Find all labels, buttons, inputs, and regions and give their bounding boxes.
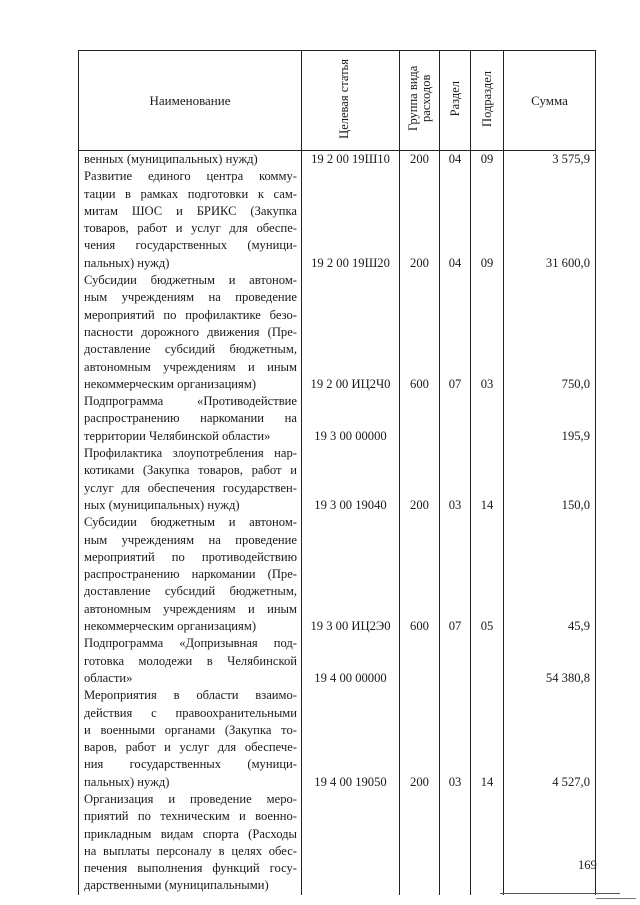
row-name-line: прикладным видам спорта (Расходы (84, 826, 297, 841)
row-name-line: мероприятий по профилактике безо- (84, 307, 297, 322)
row-target: 19 2 00 19Ш10 (302, 151, 400, 169)
row-subsection: 14 (471, 445, 504, 514)
row-subsection: 03 (471, 272, 504, 393)
row-name (79, 791, 302, 895)
row-name-line: доставление субсидий бюджетным, (84, 342, 297, 357)
row-name-line: области» (84, 670, 133, 685)
row-sum: 31 600,0 (504, 168, 596, 272)
row-name-line: товаров, работ и услуг для обеспе- (84, 221, 297, 236)
row-name-line: тации в рамках подготовки к сам- (84, 186, 297, 201)
row-section: 03 (440, 445, 471, 514)
header-expense-group (400, 51, 440, 151)
row-subsection: 09 (471, 168, 504, 272)
row-name-line: ния государственных (муници- (84, 757, 297, 772)
row-name-line: котиками (Закупка товаров, работ и (84, 463, 297, 478)
row-name-line: доставление субсидий бюджетным, (84, 584, 297, 599)
row-section: 04 (440, 168, 471, 272)
row-subsection: 09 (471, 151, 504, 169)
row-expense-group: 600 (400, 514, 440, 635)
row-sum: 750,0 (504, 272, 596, 393)
row-name (79, 393, 302, 445)
row-name (79, 635, 302, 687)
footer-rule-short (596, 898, 636, 899)
table-row (79, 635, 596, 687)
budget-table (78, 50, 596, 895)
row-name-line: автономным учреждениям и иным (84, 601, 297, 616)
row-sum: 150,0 (504, 445, 596, 514)
row-name-line: Организация и проведение меро- (84, 791, 297, 806)
row-sum: 3 575,9 (504, 151, 596, 169)
row-name-line: ных (муниципальных) нужд) (84, 497, 240, 512)
row-name (79, 151, 302, 169)
row-name-line: услуг для обеспечения государствен- (84, 480, 297, 495)
row-expense-group (400, 791, 440, 895)
row-name-line: ным учреждениям на проведение (84, 290, 297, 305)
row-section: 07 (440, 272, 471, 393)
row-name-line: распространению наркомании на (84, 411, 297, 426)
row-expense-group (400, 393, 440, 445)
row-section (440, 393, 471, 445)
row-subsection: 05 (471, 514, 504, 635)
row-name-line: Профилактика злоупотребления нар- (84, 446, 297, 461)
header-target-label: Целевая статья (336, 58, 351, 139)
row-subsection (471, 791, 504, 895)
row-subsection: 14 (471, 687, 504, 791)
header-section-label: Раздел (447, 80, 462, 117)
table-row (79, 791, 596, 895)
row-name-line: пасности дорожного движения (Пре- (84, 324, 297, 339)
row-sum: 54 380,8 (504, 635, 596, 687)
row-section: 07 (440, 514, 471, 635)
table-row (79, 393, 596, 445)
table-header-row (79, 51, 596, 151)
footer-rule (500, 893, 620, 894)
row-name (79, 514, 302, 635)
row-target: 19 4 00 00000 (302, 635, 400, 687)
row-name-line: некоммерческим организациям) (84, 376, 257, 391)
row-sum: 45,9 (504, 514, 596, 635)
row-target: 19 3 00 ИЦ2Э0 (302, 514, 400, 635)
row-name-line: дарственными (муниципальными) (84, 878, 269, 893)
row-section (440, 635, 471, 687)
row-name-line: некоммерческим организациям) (84, 619, 257, 634)
row-sum (504, 791, 596, 895)
row-expense-group: 200 (400, 151, 440, 169)
row-target: 19 3 00 00000 (302, 393, 400, 445)
row-name-line: готовка молодежи в Челябинской (84, 653, 297, 668)
header-expense-group-label: Группа вида расходов (405, 65, 433, 132)
row-section (440, 791, 471, 895)
row-name-line: ным учреждениям на проведение (84, 532, 297, 547)
row-section: 04 (440, 151, 471, 169)
row-name-line: пальных) нужд) (84, 774, 170, 789)
header-section (440, 51, 471, 151)
header-subsection-label: Подраздел (479, 70, 494, 127)
row-name-line: распространению наркомании (Пре- (84, 567, 297, 582)
header-subsection (471, 51, 504, 151)
row-expense-group: 600 (400, 272, 440, 393)
row-name-line: венных (муниципальных) нужд) (84, 152, 258, 166)
header-name: Наименование (79, 51, 302, 151)
row-name-line: чения государственных (муници- (84, 238, 297, 253)
table-row (79, 687, 596, 791)
row-target (302, 791, 400, 895)
row-expense-group: 200 (400, 445, 440, 514)
row-target: 19 2 00 19Ш20 (302, 168, 400, 272)
table-row (79, 445, 596, 514)
row-target: 19 2 00 ИЦ2Ч0 (302, 272, 400, 393)
row-name (79, 445, 302, 514)
row-name-line: пальных) нужд) (84, 255, 170, 270)
row-target: 19 3 00 19040 (302, 445, 400, 514)
row-name-line: приятий по техническим и военно- (84, 809, 297, 824)
header-sum: Сумма (504, 51, 596, 151)
header-target (302, 51, 400, 151)
row-target: 19 4 00 19050 (302, 687, 400, 791)
row-name-line: Развитие единого центра комму- (84, 169, 297, 184)
row-name-line: и военными органами (Закупка то- (84, 722, 297, 737)
table-row (79, 168, 596, 272)
row-name-line: мероприятий по противодействию (84, 549, 297, 564)
row-name-line: Субсидии бюджетным и автоном- (84, 515, 297, 530)
row-sum: 4 527,0 (504, 687, 596, 791)
row-expense-group (400, 635, 440, 687)
row-subsection (471, 635, 504, 687)
row-name-line: печения выполнения функций госу- (84, 861, 297, 876)
row-subsection (471, 393, 504, 445)
row-name (79, 687, 302, 791)
row-name-line: Субсидии бюджетным и автоном- (84, 273, 297, 288)
row-name (79, 272, 302, 393)
table-row (79, 272, 596, 393)
row-expense-group: 200 (400, 687, 440, 791)
row-sum: 195,9 (504, 393, 596, 445)
row-section: 03 (440, 687, 471, 791)
row-expense-group: 200 (400, 168, 440, 272)
row-name-line: Подпрограмма «Допризывная под- (84, 636, 297, 651)
page-number: 169 (578, 858, 597, 872)
table-row (79, 151, 596, 169)
row-name-line: варов, работ и услуг для обеспече- (84, 740, 297, 755)
row-name-line: Подпрограмма «Противодействие (84, 394, 297, 409)
row-name-line: на выплаты персоналу в целях обес- (84, 843, 297, 858)
row-name-line: автономным учреждениям и иным (84, 359, 297, 374)
row-name-line: действия с правоохранительными (84, 705, 297, 720)
row-name-line: митам ШОС и БРИКС (Закупка (84, 203, 297, 218)
table-row (79, 514, 596, 635)
row-name-line: Мероприятия в области взаимо- (84, 688, 297, 703)
row-name-line: территории Челябинской области» (84, 428, 271, 443)
row-name (79, 168, 302, 272)
